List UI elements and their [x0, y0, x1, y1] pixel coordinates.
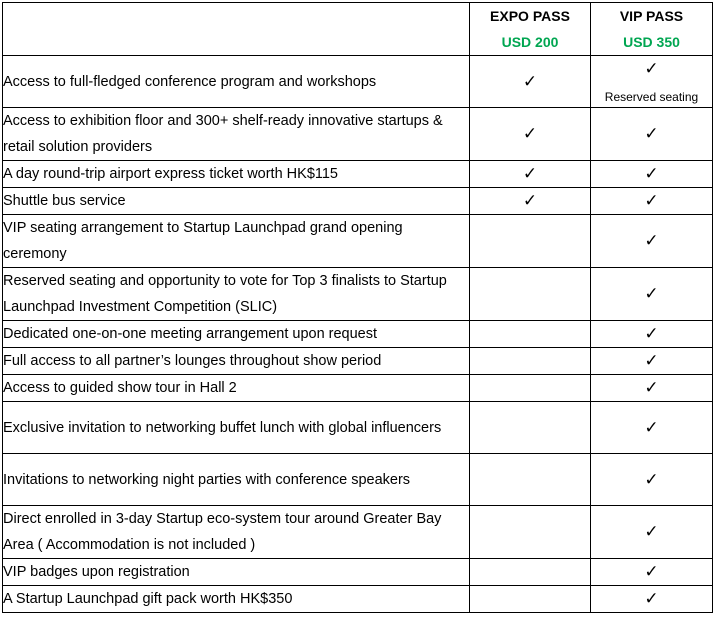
- vip-check-cell: [591, 188, 713, 215]
- vip-check-cell: [591, 321, 713, 348]
- expo-check-cell: [470, 454, 591, 506]
- expo-pass-name: EXPO PASS: [490, 8, 570, 24]
- checkmark-icon: ✓: [644, 522, 659, 542]
- table-row: [3, 161, 713, 188]
- table-row: [3, 348, 713, 375]
- table-header-row: [3, 3, 713, 56]
- table-row: [3, 559, 713, 586]
- checkmark-icon: ✓: [644, 191, 659, 211]
- feature-cell: VIP seating arrangement to Startup Launchpad grand opening ceremony: [3, 215, 470, 268]
- vip-check-cell: [591, 268, 713, 321]
- expo-check-cell: [470, 559, 591, 586]
- expo-check-cell: [470, 375, 591, 402]
- table-row: [3, 454, 713, 506]
- checkmark-icon: ✓: [644, 351, 659, 371]
- table-row: [3, 321, 713, 348]
- table-row: [3, 56, 713, 108]
- table-row: [3, 586, 713, 613]
- checkmark-icon: ✓: [644, 562, 659, 582]
- vip-pass-name: VIP PASS: [619, 8, 684, 24]
- vip-check-cell: [591, 586, 713, 613]
- table-row: [3, 375, 713, 402]
- checkmark-icon: ✓: [644, 589, 659, 609]
- table-row: [3, 215, 713, 268]
- table-row: [3, 402, 713, 454]
- feature-cell: Shuttle bus service: [3, 188, 470, 215]
- feature-cell: Access to exhibition floor and 300+ shelf-ready innovative startups & retail solution providers: [3, 108, 470, 161]
- feature-cell: Direct enrolled in 3-day Startup eco-system tour around Greater Bay Area ( Accommodation is not included ): [3, 506, 470, 559]
- expo-check-cell: [470, 268, 591, 321]
- checkmark-icon: ✓: [644, 284, 659, 304]
- checkmark-icon: ✓: [644, 417, 659, 438]
- feature-cell: A Startup Launchpad gift pack worth HK$350: [3, 586, 470, 613]
- checkmark-icon: ✓: [644, 124, 659, 144]
- feature-cell: Full access to all partner’s lounges throughout show period: [3, 348, 470, 375]
- expo-pass-header: [470, 3, 591, 56]
- table-row: [3, 268, 713, 321]
- checkmark-icon: ✓: [644, 231, 659, 251]
- checkmark-icon: ✓: [644, 378, 659, 398]
- feature-cell: Reserved seating and opportunity to vote for Top 3 finalists to Startup Launchpad Investment Competition (SLIC): [3, 268, 470, 321]
- feature-cell: Access to full-fledged conference program and workshops: [3, 56, 470, 108]
- expo-check-cell: [470, 586, 591, 613]
- checkmark-icon: ✓: [522, 164, 538, 184]
- vip-check-cell: [591, 559, 713, 586]
- table-row: [3, 108, 713, 161]
- feature-cell: A day round-trip airport express ticket worth HK$115: [3, 161, 470, 188]
- vip-check-cell: [591, 56, 713, 108]
- vip-check-cell: [591, 108, 713, 161]
- expo-check-cell: [470, 321, 591, 348]
- vip-note: Reserved seating: [604, 89, 699, 104]
- checkmark-icon: ✓: [644, 324, 659, 344]
- vip-check-cell: [591, 215, 713, 268]
- vip-check-cell: [591, 402, 713, 454]
- expo-check-cell: [470, 108, 591, 161]
- checkmark-icon: ✓: [522, 191, 538, 211]
- expo-check-cell: [470, 188, 591, 215]
- expo-check-cell: [470, 506, 591, 559]
- vip-pass-header: [591, 3, 713, 56]
- table-row: [3, 506, 713, 559]
- vip-check-cell: [591, 161, 713, 188]
- checkmark-icon: ✓: [644, 469, 659, 490]
- checkmark-icon: ✓: [522, 71, 538, 92]
- table-body: [3, 56, 713, 613]
- expo-check-cell: [470, 348, 591, 375]
- expo-pass-price: USD 200: [501, 34, 559, 50]
- feature-header-cell: [3, 3, 470, 56]
- expo-check-cell: [470, 402, 591, 454]
- feature-cell: VIP badges upon registration: [3, 559, 470, 586]
- checkmark-icon: ✓: [644, 58, 659, 79]
- vip-pass-price: USD 350: [623, 34, 680, 50]
- vip-check-cell: [591, 375, 713, 402]
- vip-check-cell: [591, 454, 713, 506]
- table-row: [3, 188, 713, 215]
- expo-check-cell: [470, 56, 591, 108]
- vip-check-cell: [591, 506, 713, 559]
- feature-cell: Dedicated one-on-one meeting arrangement upon request: [3, 321, 470, 348]
- pass-comparison-table: [2, 2, 713, 613]
- feature-cell: Invitations to networking night parties with conference speakers: [3, 454, 470, 506]
- checkmark-icon: ✓: [644, 164, 659, 184]
- vip-check-cell: [591, 348, 713, 375]
- expo-check-cell: [470, 215, 591, 268]
- expo-check-cell: [470, 161, 591, 188]
- checkmark-icon: ✓: [522, 124, 538, 144]
- feature-cell: Exclusive invitation to networking buffet lunch with global influencers: [3, 402, 470, 454]
- feature-cell: Access to guided show tour in Hall 2: [3, 375, 470, 402]
